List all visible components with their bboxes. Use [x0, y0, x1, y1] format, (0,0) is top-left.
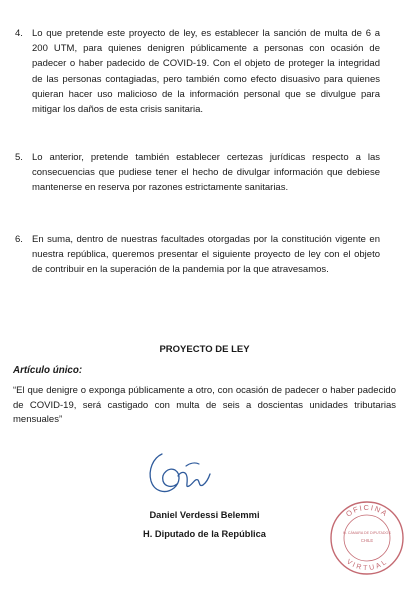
svg-text:H. CÁMARA DE DIPUTADOS: H. CÁMARA DE DIPUTADOS — [343, 531, 391, 535]
svg-text:OFICINA: OFICINA — [344, 503, 390, 519]
numbered-paragraph — [15, 26, 380, 117]
numbered-paragraph — [15, 150, 380, 196]
article-text: “El que denigre o exponga públicamente a otro, con ocasión de padecer o haber padecido de COVID-19, será castigado con multa de seis a doscientas unidades tributarias mensuales” — [13, 385, 396, 426]
paragraph-number: 4. — [15, 28, 23, 39]
svg-text:VIRTUAL: VIRTUAL — [345, 558, 389, 573]
signature-image — [145, 450, 215, 502]
law-title: PROYECTO DE LEY — [159, 344, 250, 355]
svg-text:CHILE: CHILE — [360, 538, 374, 543]
paragraph-text: Lo anterior, pretende también establecer certezas jurídicas respecto a las consecuencias que pudiese tener el hecho de divulgar información que debiese mantenerse en reserva por razones estrictamente sanitarias. — [32, 152, 380, 194]
numbered-paragraph — [15, 232, 380, 278]
paragraph-number: 6. — [15, 234, 23, 245]
signer-role: H. Diputado de la República — [143, 529, 266, 539]
paragraph-text: En suma, dentro de nuestras facultades otorgadas por la constitución vigente en nuestra república, queremos presentar el siguiente proyecto de ley con el objeto de contribuir en la superación de la pandemia por la que atravesamos. — [32, 234, 380, 276]
article-label: Artículo único: — [13, 365, 83, 376]
paragraph-number: 5. — [15, 152, 23, 163]
seal-stamp-image — [327, 498, 407, 578]
paragraph-text: Lo que pretende este proyecto de ley, es establecer la sanción de multa de 6 a 200 UTM, para quienes denigren públicamente a personas con ocasión de padecer o haber padecido de COVID-19. Con el objeto de proteger la integridad de las personas contagiadas, pero también como efecto disuasivo para quienes quieran hacer uso malicioso de la información personal que se divulgue para mitigar los daños de esta crisis sanitaria. — [32, 28, 380, 116]
signer-name: Daniel Verdessi Belemmi — [149, 510, 260, 520]
